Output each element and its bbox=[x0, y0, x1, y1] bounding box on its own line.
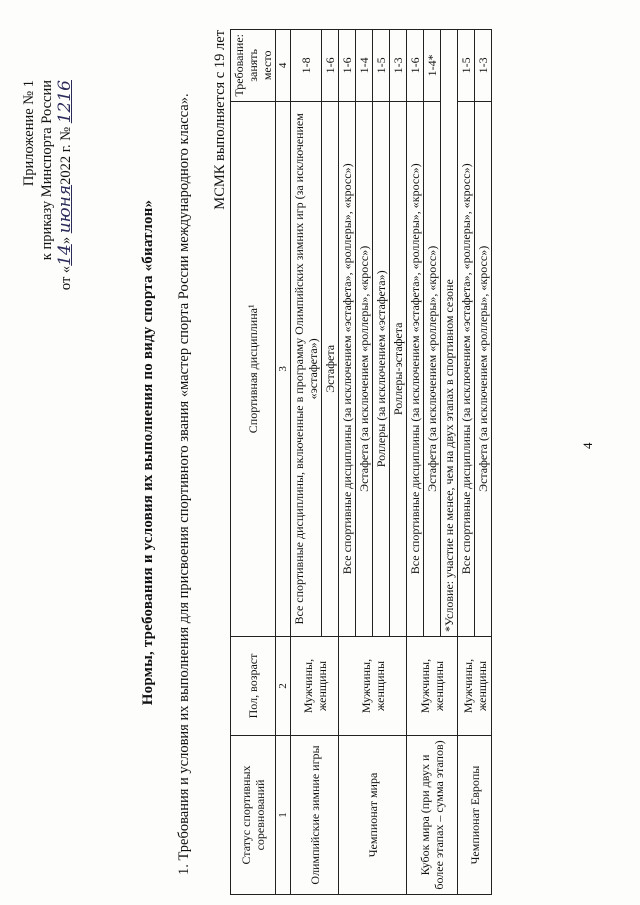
requirement-cell: 1-5 bbox=[373, 30, 390, 102]
requirement-cell: 1-8 bbox=[291, 30, 322, 102]
discipline-cell: Эстафета (за исключением «роллеры», «кросс») bbox=[424, 101, 441, 636]
discipline-cell: Роллеры (за исключением «эстафета») bbox=[373, 101, 390, 636]
handwritten-day: 14 bbox=[55, 244, 75, 266]
gender-cell: Мужчины, женщины bbox=[291, 637, 339, 736]
requirement-cell: 1-6 bbox=[322, 30, 339, 102]
gender-cell: Мужчины, женщины bbox=[339, 637, 407, 736]
appendix-line1: Приложение № 1 bbox=[21, 80, 37, 187]
table-row bbox=[407, 30, 424, 895]
status-cell: Кубок мира (при двух и более этапах – сумма этапов) bbox=[407, 736, 458, 895]
requirement-cell: 1-4* bbox=[424, 30, 441, 102]
date-prefix: от « bbox=[58, 265, 74, 291]
discipline-cell: Эстафета (за исключением «роллеры», «кросс») bbox=[475, 101, 492, 636]
handwritten-month: июня bbox=[55, 184, 75, 234]
header-requirement: Требование: занять место bbox=[231, 30, 276, 102]
discipline-cell: Все спортивные дисциплины (за исключением «эстафета», «роллеры», «кросс») bbox=[458, 101, 475, 636]
handwritten-order-number: 1216 bbox=[55, 80, 75, 124]
discipline-cell: Эстафета bbox=[322, 101, 339, 636]
page-number: 4 bbox=[580, 442, 595, 449]
requirement-cell: 1-6 bbox=[339, 30, 356, 102]
gender-cell: Мужчины, женщины bbox=[407, 637, 458, 736]
gender-cell: Мужчины, женщины bbox=[458, 637, 492, 736]
table-header-row bbox=[231, 30, 276, 895]
date-mid: » bbox=[58, 236, 74, 245]
msmk-age-note: МСМК выполняется с 19 лет bbox=[212, 30, 228, 210]
status-cell: Чемпионат Европы bbox=[458, 736, 492, 895]
requirement-cell: 1-5 bbox=[458, 30, 475, 102]
column-number-row bbox=[276, 30, 291, 895]
col-number: 4 bbox=[276, 30, 291, 102]
status-cell: Чемпионат мира bbox=[339, 736, 407, 895]
table-row bbox=[339, 30, 356, 895]
requirement-cell: 1-6 bbox=[407, 30, 424, 102]
table-row bbox=[458, 30, 475, 895]
norms-table bbox=[230, 29, 492, 895]
status-cell: Олимпийские зимние игры bbox=[291, 736, 339, 895]
header-gender: Пол, возраст bbox=[231, 637, 276, 736]
header-discipline: Спортивная дисциплина¹ bbox=[231, 101, 276, 636]
discipline-cell: Эстафета (за исключением «роллеры», «кросс») bbox=[356, 101, 373, 636]
section-title: 1. Требования и условия их выполнения для присвоения спортивного звания «мастер спорта России международного класса». bbox=[176, 93, 192, 875]
requirement-cell: 1-4 bbox=[356, 30, 373, 102]
header-status: Статус спортивных соревнований bbox=[231, 736, 276, 895]
condition-note: *Условие: участие не менее, чем на двух этапах в спортивном сезоне bbox=[441, 30, 458, 637]
col-number: 2 bbox=[276, 637, 291, 736]
main-title: Нормы, требования и условия их выполнения по виду спорта «биатлон» bbox=[140, 199, 156, 706]
discipline-cell: Все спортивные дисциплины (за исключением «эстафета», «роллеры», «кросс») bbox=[407, 101, 424, 636]
requirement-cell: 1-3 bbox=[475, 30, 492, 102]
year-part: 2022 г. № bbox=[58, 126, 74, 185]
table-row bbox=[291, 30, 322, 895]
requirement-cell: 1-3 bbox=[390, 30, 407, 102]
appendix-line2: к приказу Минспорта России bbox=[39, 80, 55, 261]
col-number: 3 bbox=[276, 101, 291, 636]
appendix-block bbox=[20, 80, 75, 290]
discipline-cell: Роллеры-эстафета bbox=[390, 101, 407, 636]
appendix-date-line bbox=[56, 80, 75, 290]
col-number: 1 bbox=[276, 736, 291, 895]
discipline-cell: Все спортивные дисциплины, включенные в программу Олимпийских зимних игр (за исключением «эстафета») bbox=[291, 101, 322, 636]
discipline-cell: Все спортивные дисциплины (за исключением «эстафета», «роллеры», «кросс») bbox=[339, 101, 356, 636]
